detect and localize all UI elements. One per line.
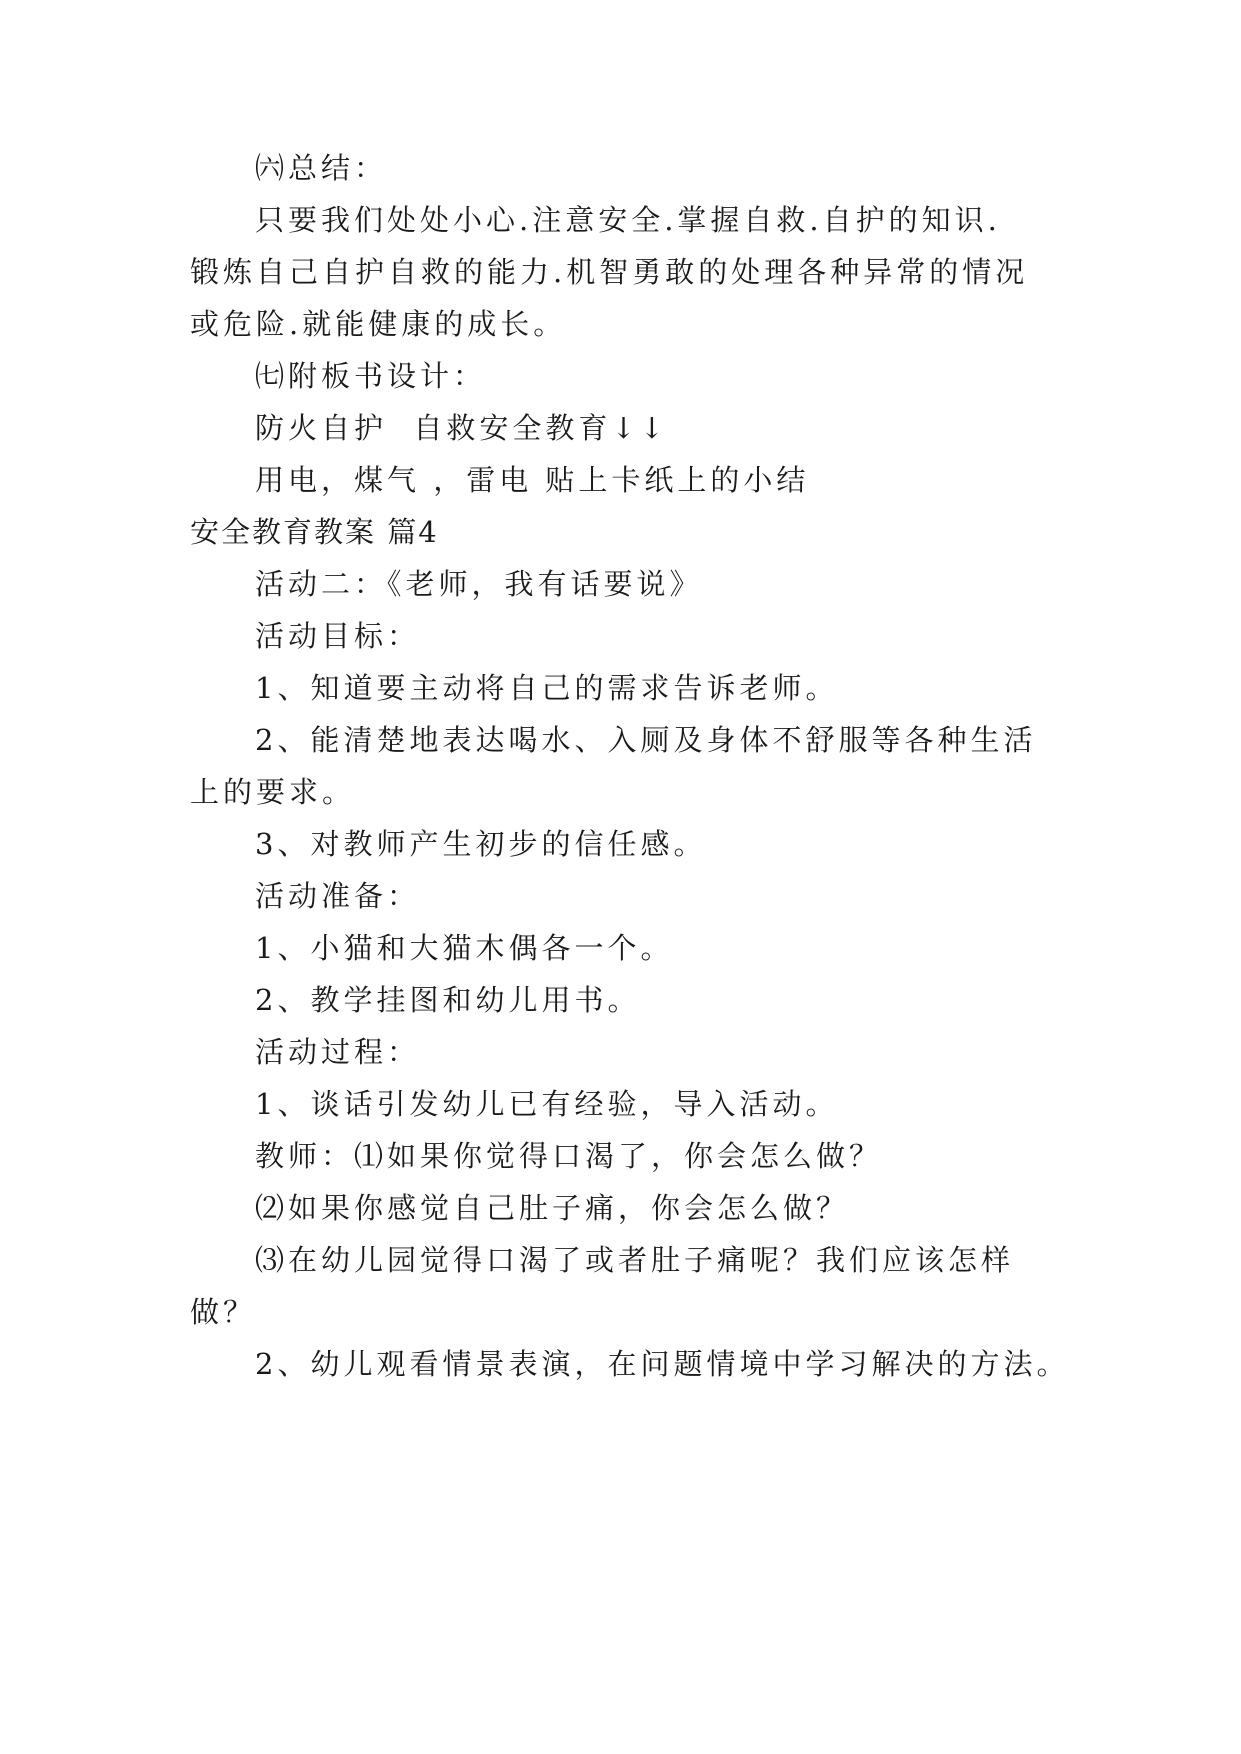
list-item: 1、知道要主动将自己的需求告诉老师。	[255, 671, 839, 705]
paragraph-line: 做？	[190, 1295, 257, 1329]
list-item: 2、能清楚地表达喝水、入厕及身体不舒服等各种生活	[255, 723, 1037, 757]
list-item-continuation: 上的要求。	[190, 775, 356, 809]
paragraph-line: 防火自护 自救安全教育↓↓	[255, 411, 669, 445]
section-heading: 活动目标：	[255, 619, 421, 653]
lesson-title: 安全教育教案 篇4	[190, 515, 439, 549]
paragraph-line: 教师：⑴如果你觉得口渴了，你会怎么做？	[255, 1139, 883, 1173]
section-summary-heading: ㈥总结：	[255, 151, 388, 185]
section-board-heading: ㈦附板书设计：	[255, 359, 487, 393]
activity-title: 活动二：《老师，我有话要说》	[255, 567, 703, 601]
section-heading: 活动过程：	[255, 1035, 421, 1069]
list-item: 2、幼儿观看情景表演，在问题情境中学习解决的方法。	[255, 1347, 1070, 1381]
paragraph-line: 只要我们处处小心.注意安全.掌握自救.自护的知识.	[255, 203, 1001, 237]
paragraph-line: 或危险.就能健康的成长。	[190, 307, 567, 341]
list-item: 1、小猫和大猫木偶各一个。	[255, 931, 674, 965]
paragraph-line: ⑶在幼儿园觉得口渴了或者肚子痛呢？我们应该怎样	[255, 1243, 1015, 1277]
paragraph-line: 用电，煤气 ，雷电 贴上卡纸上的小结	[255, 463, 810, 497]
list-item: 1、谈话引发幼儿已有经验，导入活动。	[255, 1087, 839, 1121]
list-item: 2、教学挂图和幼儿用书。	[255, 983, 641, 1017]
paragraph-line: 锻炼自己自护自救的能力.机智勇敢的处理各种异常的情况	[190, 255, 1029, 289]
section-heading: 活动准备：	[255, 879, 421, 913]
list-item: 3、对教师产生初步的信任感。	[255, 827, 707, 861]
paragraph-line: ⑵如果你感觉自己肚子痛，你会怎么做？	[255, 1191, 850, 1225]
